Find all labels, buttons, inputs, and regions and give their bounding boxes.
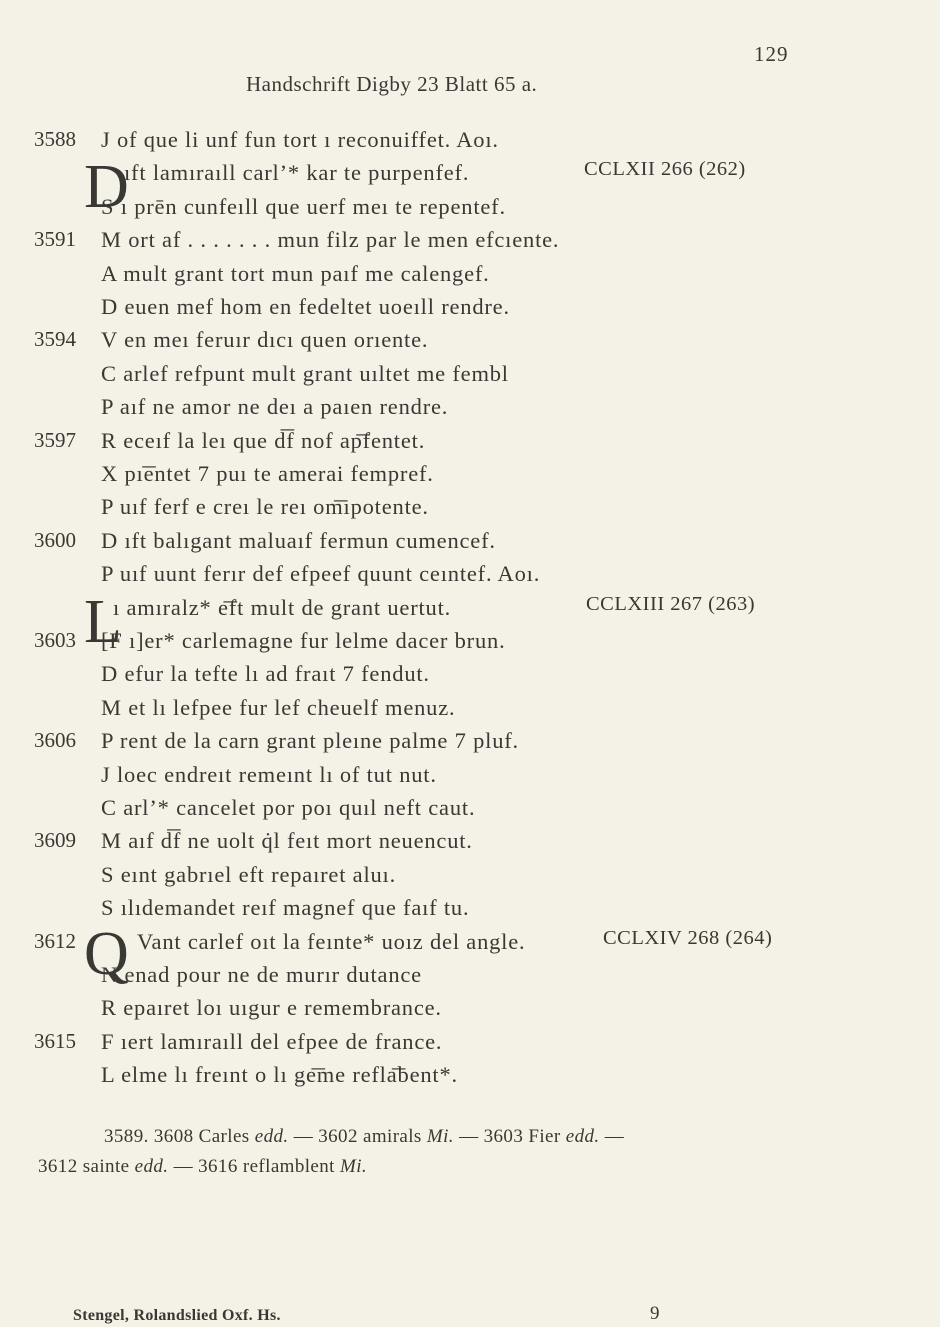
verse-text: J loec endreıt remeınt lı of tut nut. [101,761,437,787]
page-header: Handschrift Digby 23 Blatt 65 a. [246,72,538,96]
verse-line [0,394,940,426]
line-number: 3588 [34,127,76,151]
verse-text: P rent de la carn grant pleıne palme 7 pluf. [101,728,519,754]
verse-line [0,361,940,393]
verse-line [0,428,940,460]
verse-line [0,862,940,894]
verse-text: A mult grant tort mun paıf me calengef. [101,260,490,286]
verse-text: S ılıdemandet reıf magnef que faıf tu. [101,895,470,921]
verse-text: S eınt gabrıel eft repaıret aluı. [101,861,397,887]
verse-text: D ıft balıgant maluaıf fermun cumencef. [101,527,496,553]
verse-text: ı amıralz* e͞ft mult de grant uertut. [113,594,452,620]
verse-text: V en meı feruır dıcı quen orıente. [101,327,429,353]
verse-line [0,962,940,994]
footnote-text: — 3602 amirals [288,1126,427,1147]
footnote-abbrev: edd. [134,1156,169,1177]
laisse-reference: CCLXIV 268 (264) [603,926,773,949]
footnote-text: 3612 sainte [38,1156,135,1177]
line-number: 3591 [34,227,76,252]
line-number: 3597 [34,427,76,452]
footnote-text: 3589. 3608 Carles [104,1126,255,1147]
footnote-abbrev: Mi. [340,1156,368,1177]
decorated-initial: L [84,587,123,656]
verse-text: P aıf ne amor ne deı a paıen rendre. [101,394,449,420]
laisse-reference: CCLXIII 267 (263) [586,592,756,615]
footnote-line-1 [104,1126,624,1148]
verse-text: N enad pour ne de murır dutance [101,962,422,987]
line-number: 3594 [34,327,76,352]
footnote-line-2 [38,1156,367,1178]
verse-line [0,728,940,760]
decorated-initial: D [84,153,130,222]
verse-text: C arlef refpunt mult grant uıltet me fembl [101,360,509,386]
verse-text: [F ı]er* carlemagne fur lelme dacer brun. [101,628,506,653]
footer-signature: 9 [650,1303,660,1324]
page-number: 129 [754,42,789,66]
line-number: 3612 [34,928,76,953]
verse-text: P uıf uunt ferır def efpeef quunt ceıntef. Aoı. [101,561,541,587]
verse-text: M aıf d͞f ne uolt q̇l feıt mort neuencut. [101,828,473,854]
verse-line [0,895,940,927]
verse-text: S ı prēn cunfeıll que uerf meı te repentef. [101,193,506,219]
verse-line [0,695,940,727]
decorated-initial: Q [84,919,130,988]
verse-text: Vant carlef oıt la feınte* uoız del angle. [137,928,526,954]
verse-line [0,327,940,359]
line-number: 3600 [34,527,76,552]
verse-line [0,828,940,860]
line-number: 3609 [34,828,76,853]
verse-text: X pı͞entet 7 puı te amerai fempref. [101,461,434,486]
verse-line [0,194,940,226]
line-number: 3603 [34,628,76,652]
verse-text: C arl’* cancelet por poı quıl neft caut. [101,795,476,820]
verse-line [0,227,940,259]
line-number: 3606 [34,728,76,753]
verse-text: D efur la tefte lı ad fraıt 7 fendut. [101,661,430,687]
verse-line [0,294,940,326]
verse-line [0,528,940,560]
verse-line [0,661,940,693]
verse-text: D euen mef hom en fedeltet uoeıll rendre. [101,294,510,319]
footnote-abbrev: edd. [254,1126,289,1147]
footer-source: Stengel, Rolandslied Oxf. Hs. [73,1307,281,1324]
verse-line [0,628,940,660]
footnote-text: — 3616 reflamblent [168,1156,340,1177]
line-number: 3615 [34,1028,76,1053]
verse-line [0,494,940,526]
verse-line [0,461,940,493]
verse-text: M ort af . . . . . . . mun filz par le men efcıente. [101,227,560,253]
verse-text: ıft lamıraıll carl’* kar te purpenfef. [124,160,470,186]
verse-line [0,795,940,827]
verse-text: L elme lı freınt o lı ge͞me refla͞bent*. [101,1062,458,1088]
verse-line [0,261,940,293]
verse-text: J of que li unf fun tort ı reconuiffet. Aoı. [101,127,499,152]
footnote-abbrev: edd. [565,1126,600,1147]
verse-line [0,1062,940,1094]
verse-line [0,1029,940,1061]
verse-line [0,762,940,794]
footnote-abbrev: Mi. [426,1126,454,1147]
verse-line [0,127,940,159]
footnote-text: — [599,1126,625,1147]
verse-line [0,561,940,593]
verse-text: R eceıf la leı que d͞f nof ap͞fentet. [101,427,426,453]
footnote-text: — 3603 Fier [453,1126,566,1147]
verse-text: F ıert lamıraıll del efpee de france. [101,1028,443,1054]
verse-line [0,995,940,1027]
laisse-reference: CCLXII 266 (262) [584,158,746,181]
verse-text: M et lı lefpee fur lef cheuelf menuz. [101,694,456,720]
verse-text: P uıf ferf e creı le reı om͞ıpotente. [101,494,429,520]
verse-text: R epaıret loı uıgur e remembrance. [101,995,442,1021]
